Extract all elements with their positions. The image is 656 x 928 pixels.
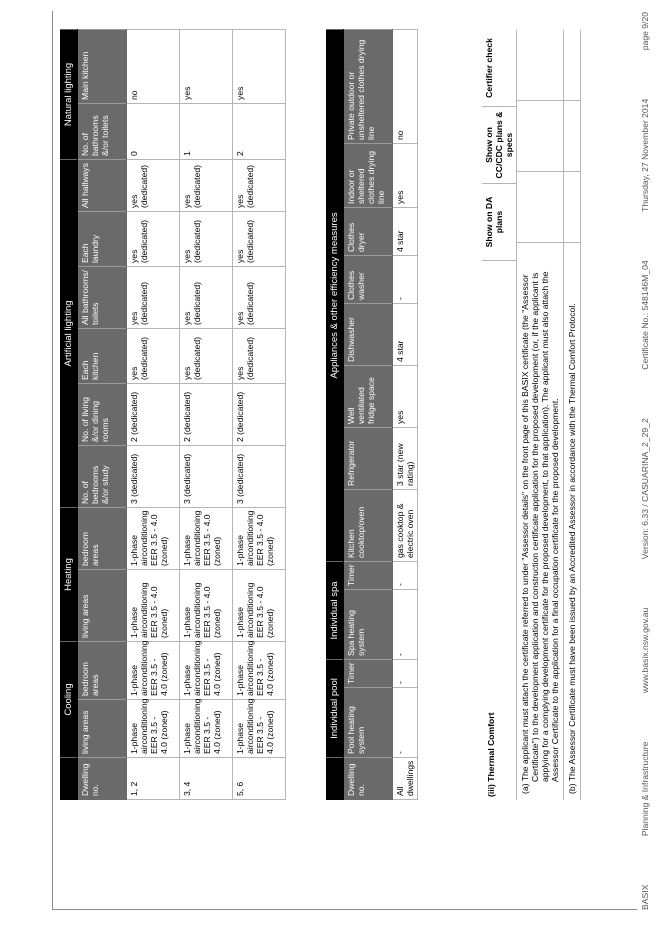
cell: yes (dedicated) bbox=[127, 159, 180, 211]
cell: yes (dedicated) bbox=[233, 329, 286, 384]
cell: 3 (dedicated) bbox=[180, 446, 233, 508]
group-blank bbox=[327, 758, 344, 800]
footer-page: page 9/20 bbox=[640, 12, 650, 51]
col-header: No. of bedrooms &/or study bbox=[78, 446, 127, 508]
cell: no bbox=[127, 29, 180, 103]
group-individual-pool: Individual pool bbox=[327, 660, 344, 758]
requirement-a: (a) The applicant must attach the certificate referred to under "Assessor details" on the front page of this BASIX certificate (the "Assessor Certificate") to the development application and construction certificate application for the proposed development (or, if the applicant is applying for a complying development certificate for the proposed development, to that application). The applicant must also attach the Assessor Certificate to the application for a final occupation certificate for the proposed development. bbox=[520, 271, 560, 794]
cell: 0 bbox=[127, 103, 180, 159]
col-show-cc: Show on CC/CDC plans & specs bbox=[482, 107, 516, 184]
col-header: bedroom areas bbox=[78, 508, 127, 570]
check-cell bbox=[564, 101, 580, 172]
cell: All dwellings bbox=[393, 758, 418, 800]
appliances-table bbox=[326, 29, 418, 800]
cell: 1-phase airconditioning EER 3.5 - 4.0 (zoned) bbox=[233, 570, 286, 642]
cell: 2 bbox=[233, 103, 286, 159]
cell: yes (dedicated) bbox=[233, 159, 286, 211]
cell: yes (dedicated) bbox=[180, 212, 233, 267]
col-header: Pool heating system bbox=[344, 688, 393, 758]
col-header: Indoor or sheltered clothes drying line bbox=[344, 143, 393, 207]
col-header: All hallways bbox=[78, 159, 127, 211]
cell: yes (dedicated) bbox=[180, 267, 233, 329]
col-header: Spa heating system bbox=[344, 590, 393, 660]
cell: 1-phase airconditioning EER 3.5 - 4.0 (zoned) bbox=[233, 642, 286, 700]
col-header: Timer bbox=[344, 660, 393, 688]
col-header: Refrigerator bbox=[344, 427, 393, 489]
check-cell bbox=[564, 172, 580, 243]
cell: 1-phase airconditioning EER 3.5 - 4.0 (zoned) bbox=[233, 700, 286, 758]
col-header: Kitchen cooktop/oven bbox=[344, 489, 393, 561]
footer-version: Version: 6.33 / CASUARINA_2_29_2 bbox=[640, 418, 650, 560]
cell: yes bbox=[393, 365, 418, 427]
cell: yes bbox=[233, 29, 286, 103]
col-header: Main kitchen bbox=[78, 29, 127, 103]
footer-basix: BASIX bbox=[640, 884, 650, 910]
cell: 1-phase airconditioning EER 3.5 - 4.0 (zoned) bbox=[127, 508, 180, 570]
page-footer bbox=[640, 12, 650, 910]
requirement-b: (b) The Assessor Certificate must have been issued by an Accredited Assessor in accordance with the Thermal Comfort Protocol. bbox=[567, 303, 577, 794]
group-heating: Heating bbox=[61, 508, 78, 642]
col-header: Timer bbox=[344, 561, 393, 589]
footer-website: www.basix.nsw.gov.au bbox=[640, 607, 650, 694]
col-header: Well ventilated fridge space bbox=[344, 365, 393, 427]
col-certifier-check: Certifier check bbox=[482, 30, 516, 107]
group-natural-lighting: Natural lighting bbox=[61, 29, 78, 159]
cell: - bbox=[393, 561, 418, 589]
col-header: Dishwasher bbox=[344, 303, 393, 365]
footer-date: Thursday, 27 November 2014 bbox=[640, 98, 650, 212]
check-cell bbox=[517, 101, 563, 172]
cell: 1-phase airconditioning EER 3.5 - 4.0 (zoned) bbox=[180, 570, 233, 642]
cell: no bbox=[393, 29, 418, 143]
cell: - bbox=[393, 590, 418, 660]
check-cell bbox=[564, 30, 580, 101]
col-header: Dwelling no. bbox=[344, 758, 393, 800]
cell: 1-phase airconditioning EER 3.5 - 4.0 (zoned) bbox=[180, 642, 233, 700]
cell: 2 (dedicated) bbox=[180, 384, 233, 446]
table-row bbox=[233, 29, 286, 799]
cell: 3, 4 bbox=[180, 758, 233, 800]
table-row bbox=[180, 29, 233, 799]
thermal-comfort-section bbox=[482, 30, 581, 800]
cell: yes (dedicated) bbox=[127, 329, 180, 384]
cell: yes (dedicated) bbox=[233, 267, 286, 329]
group-appliances: Appliances & other efficiency measures bbox=[327, 29, 344, 561]
cell: 2 (dedicated) bbox=[127, 384, 180, 446]
col-header: Clothes washer bbox=[344, 255, 393, 303]
cell: yes (dedicated) bbox=[127, 267, 180, 329]
cell: - bbox=[393, 255, 418, 303]
col-header: Each laundry bbox=[78, 212, 127, 267]
lighting-hvac-table bbox=[60, 29, 286, 800]
cell: 4 star bbox=[393, 207, 418, 255]
cell: 3 star (new rating) bbox=[393, 427, 418, 489]
col-header: living areas bbox=[78, 570, 127, 642]
cell: gas cooktop & electric oven bbox=[393, 489, 418, 561]
check-cell bbox=[517, 172, 563, 243]
cell: yes (dedicated) bbox=[180, 159, 233, 211]
col-header: bedroom areas bbox=[78, 642, 127, 700]
cell: 1-phase airconditioning EER 3.5 - 4.0 (zoned) bbox=[127, 570, 180, 642]
cell: yes bbox=[180, 29, 233, 103]
table-row bbox=[393, 29, 418, 799]
section-title: (iii) Thermal Comfort bbox=[486, 712, 496, 797]
col-header: living areas bbox=[78, 700, 127, 758]
cell: 3 (dedicated) bbox=[233, 446, 286, 508]
col-header: Dwelling no. bbox=[78, 758, 127, 800]
cell: yes (dedicated) bbox=[233, 212, 286, 267]
cell: - bbox=[393, 660, 418, 688]
cell: 1-phase airconditioning EER 3.5 - 4.0 (zoned) bbox=[127, 642, 180, 700]
cell: 2 (dedicated) bbox=[233, 384, 286, 446]
col-show-da: Show on DA plans bbox=[482, 184, 516, 261]
col-header: No. of bathrooms &/or toilets bbox=[78, 103, 127, 159]
cell: 3 (dedicated) bbox=[127, 446, 180, 508]
footer-certificate: Certificate No.: 548146M_04 bbox=[640, 260, 650, 370]
cell: 1-phase airconditioning EER 3.5 - 4.0 (zoned) bbox=[180, 700, 233, 758]
col-header: Each kitchen bbox=[78, 329, 127, 384]
col-header: All bathrooms/ toilets bbox=[78, 267, 127, 329]
cell: 4 star bbox=[393, 303, 418, 365]
cell: 1-phase airconditioning EER 3.5 - 4.0 (zoned) bbox=[233, 508, 286, 570]
col-header: Clothes dryer bbox=[344, 207, 393, 255]
cell: - bbox=[393, 688, 418, 758]
cell: 5, 6 bbox=[233, 758, 286, 800]
list-item bbox=[564, 30, 581, 800]
cell: yes bbox=[393, 143, 418, 207]
group-individual-spa: Individual spa bbox=[327, 561, 344, 659]
group-blank bbox=[61, 758, 78, 800]
group-cooling: Cooling bbox=[61, 642, 78, 758]
footer-planning: Planning & Infrastructure bbox=[640, 741, 650, 837]
col-header: No. of living &/or dining rooms bbox=[78, 384, 127, 446]
cell: yes (dedicated) bbox=[127, 212, 180, 267]
cell: 1, 2 bbox=[127, 758, 180, 800]
cell: 1-phase airconditioning EER 3.5 - 4.0 (zoned) bbox=[127, 700, 180, 758]
group-artificial-lighting: Artificial lighting bbox=[61, 159, 78, 507]
table-row bbox=[127, 29, 180, 799]
cell: 1 bbox=[180, 103, 233, 159]
cell: 1-phase airconditioning EER 3.5 - 4.0 (zoned) bbox=[180, 508, 233, 570]
list-item bbox=[517, 30, 564, 800]
cell: yes (dedicated) bbox=[180, 329, 233, 384]
col-header: Private outdoor or unsheltered clothes drying line bbox=[344, 29, 393, 143]
thermal-comfort-header bbox=[482, 30, 517, 800]
check-cell bbox=[517, 30, 563, 101]
